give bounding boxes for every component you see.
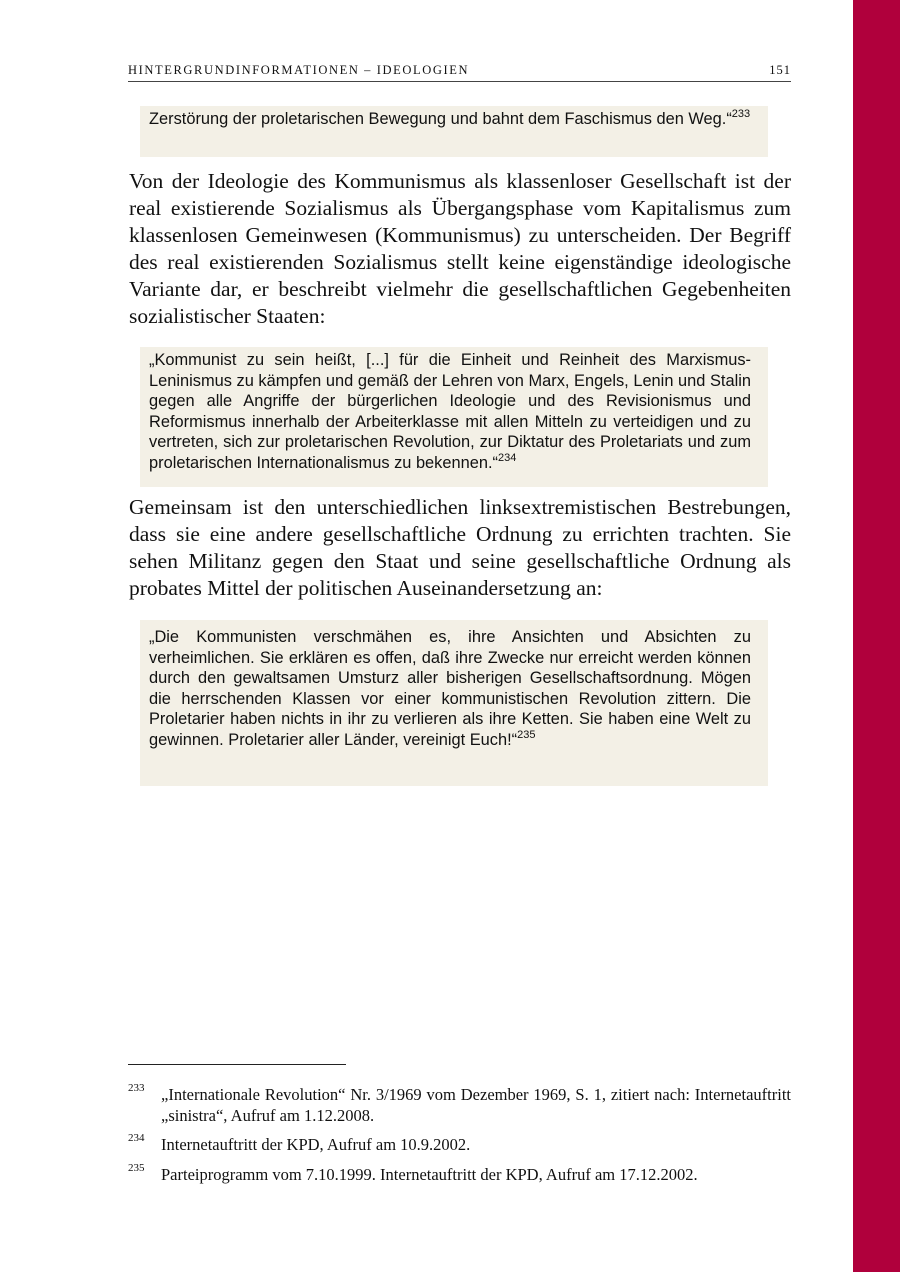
footnote-ref[interactable]: 234 (497, 451, 517, 464)
side-color-band (853, 0, 900, 1272)
body-paragraph-2: Gemeinsam ist den unterschiedlichen linksextremistischen Bestrebungen, dass sie eine andere gesellschaftliche Ordnung zu errichten trachten. Sie sehen Militanz gegen den Staat und seine gesellschaftliche Ordnung als probates Mittel der politischen Auseinandersetzung an: (129, 495, 791, 600)
footnote-233 (128, 1084, 791, 1126)
footnote-number: 235 (128, 1162, 145, 1174)
running-header (128, 63, 791, 82)
block-quote-3 (140, 620, 768, 786)
footnote-235 (128, 1164, 791, 1185)
footnote-number: 233 (128, 1082, 145, 1094)
quote-text: „Die Kommunisten verschmähen es, ihre Ansichten und Absichten zu verheimlichen. Sie erklären es offen, daß ihre Zwecke nur erreicht werden können durch den gewaltsamen Umsturz aller bisherigen Gesellschaftsordnung. Mögen die herrschenden Klassen vor einer kommunistischen Revolution zittern. Die Proletarier haben nichts in ihr zu verlieren als ihre Ketten. Sie haben eine Welt zu gewinnen. Proletarier aller Länder, vereinigt Euch!“ (149, 628, 751, 749)
footnote-text: Internetauftritt der KPD, Aufruf am 10.9.2002. (161, 1135, 471, 1154)
footnote-ref[interactable]: 233 (731, 107, 751, 120)
footnote-ref[interactable]: 235 (517, 728, 536, 741)
block-quote-1 (140, 106, 768, 157)
footnote-234 (128, 1134, 791, 1155)
footnote-separator (128, 1064, 346, 1065)
footnote-number: 234 (128, 1132, 145, 1144)
quote-text: „Kommunist zu sein heißt, [...] für die Einheit und Reinheit des Marxismus-Leninismus zu kämpfen und gemäß der Lehren von Marx, Engels, Lenin und Stalin gegen alle Angriffe der bürgerlichen Ideologie und des Revisionismus und Reformismus innerhalb der Arbeiterklasse mit allen Mitteln zu verteidigen und zu vertreten, sich zur proletarischen Revolution, zur Diktatur des Proletariats und zum proletarischen Internationalismus zu bekennen.“ (149, 351, 751, 472)
quote-text: Zerstörung der proletarischen Bewegung und bahnt dem Faschismus den Weg.“ (149, 110, 732, 128)
block-quote-2 (140, 347, 768, 487)
footnote-text: „Internationale Revolution“ Nr. 3/1969 vom Dezember 1969, S. 1, zitiert nach: Internetauftritt „sinistra“, Aufruf am 1.12.2008. (161, 1085, 791, 1125)
footnote-text: Parteiprogramm vom 7.10.1999. Internetauftritt der KPD, Aufruf am 17.12.2002. (161, 1165, 698, 1184)
body-paragraph-1: Von der Ideologie des Kommunismus als klassenloser Gesellschaft ist der real existierende Sozialismus als Übergangsphase vom Kapitalismus zum klassenlosen Gemeinwesen (Kommunismus) zu unterscheiden. Der Begriff des real existierenden Sozialismus stellt keine eigenständige ideologische Variante dar, er beschreibt vielmehr die gesellschaftlichen Gegebenheiten sozialistischer Staaten: (129, 169, 791, 328)
page-number: 151 (769, 63, 791, 77)
running-header-title: HINTERGRUNDINFORMATIONEN – IDEOLOGIEN (128, 63, 470, 77)
